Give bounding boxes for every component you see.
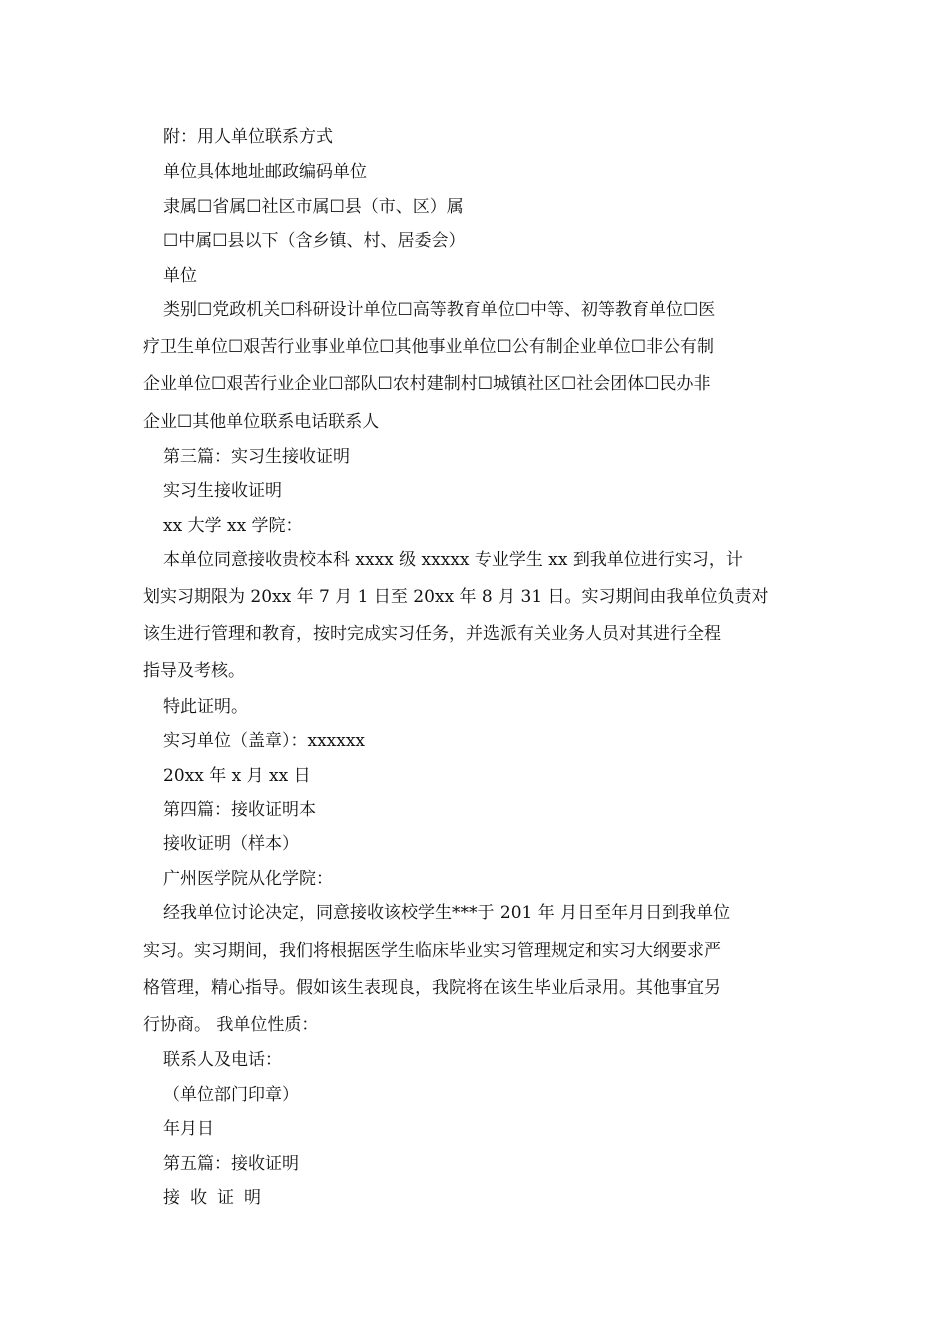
certificate-title-4: 接收证明（样本） xyxy=(163,834,299,854)
body-paragraph-line: 该生进行管理和教育，按时完成实习任务，并选派有关业务人员对其进行全程 xyxy=(143,624,721,644)
body-paragraph-line: 实习。实习期间，我们将根据医学生临床毕业实习管理规定和实习大纲要求严 xyxy=(143,941,721,961)
form-line-affiliation: 隶属☐省属☐社区市属☐县（市、区）属 xyxy=(163,197,464,217)
form-line-category: 类别☐党政机关☐科研设计单位☐高等教育单位☐中等、初等教育单位☐医 xyxy=(163,300,716,320)
certify-line: 特此证明。 xyxy=(163,697,248,717)
form-line-unit: 单位 xyxy=(163,266,197,286)
date-line-4: 年月日 xyxy=(163,1119,214,1139)
date-line-3: 20xx 年 x 月 xx 日 xyxy=(163,766,311,786)
section-heading-5: 第五篇：接收证明 xyxy=(163,1154,299,1174)
form-line-category-cont-3: 企业☐其他单位联系电话联系人 xyxy=(143,412,380,432)
seal-line-3: 实习单位（盖章）：xxxxxx xyxy=(163,731,366,751)
certificate-title-3: 实习生接收证明 xyxy=(163,481,282,501)
section-heading-4: 第四篇：接收证明本 xyxy=(163,800,316,820)
form-line-affiliation-cont: ☐中属☐县以下（含乡镇、村、居委会） xyxy=(163,231,466,251)
body-paragraph-line: 行协商。 我单位性质： xyxy=(143,1015,319,1035)
seal-line-4: （单位部门印章） xyxy=(163,1085,299,1105)
section-heading-3: 第三篇：实习生接收证明 xyxy=(163,447,350,467)
body-paragraph-line: 划实习期限为 20xx 年 7 月 1 日至 20xx 年 8 月 31 日。实习期间由我单位负责对 xyxy=(143,587,769,607)
body-paragraph-line: 指导及考核。 xyxy=(143,661,245,681)
form-line-category-cont-1: 疗卫生单位☐艰苦行业事业单位☐其他事业单位☐公有制企业单位☐非公有制 xyxy=(143,337,714,357)
appendix-heading: 附：用人单位联系方式 xyxy=(163,127,333,147)
contact-line: 联系人及电话： xyxy=(163,1050,282,1070)
certificate-title-5: 接收证明 xyxy=(163,1188,271,1208)
addressee-3: xx 大学 xx 学院： xyxy=(163,516,303,536)
form-line-address: 单位具体地址邮政编码单位 xyxy=(163,162,367,182)
form-line-category-cont-2: 企业单位☐艰苦行业企业☐部队☐农村建制村☐城镇社区☐社会团体☐民办非 xyxy=(143,374,711,394)
body-paragraph-line: 经我单位讨论决定，同意接收该校学生***于 201 年 月日至年月日到我单位 xyxy=(163,903,731,923)
addressee-4: 广州医学院从化学院： xyxy=(163,869,333,889)
body-paragraph-line: 格管理，精心指导。假如该生表现良，我院将在该生毕业后录用。其他事宜另 xyxy=(143,978,721,998)
body-paragraph-line: 本单位同意接收贵校本科 xxxx 级 xxxxx 专业学生 xx 到我单位进行实习，计 xyxy=(163,550,743,570)
